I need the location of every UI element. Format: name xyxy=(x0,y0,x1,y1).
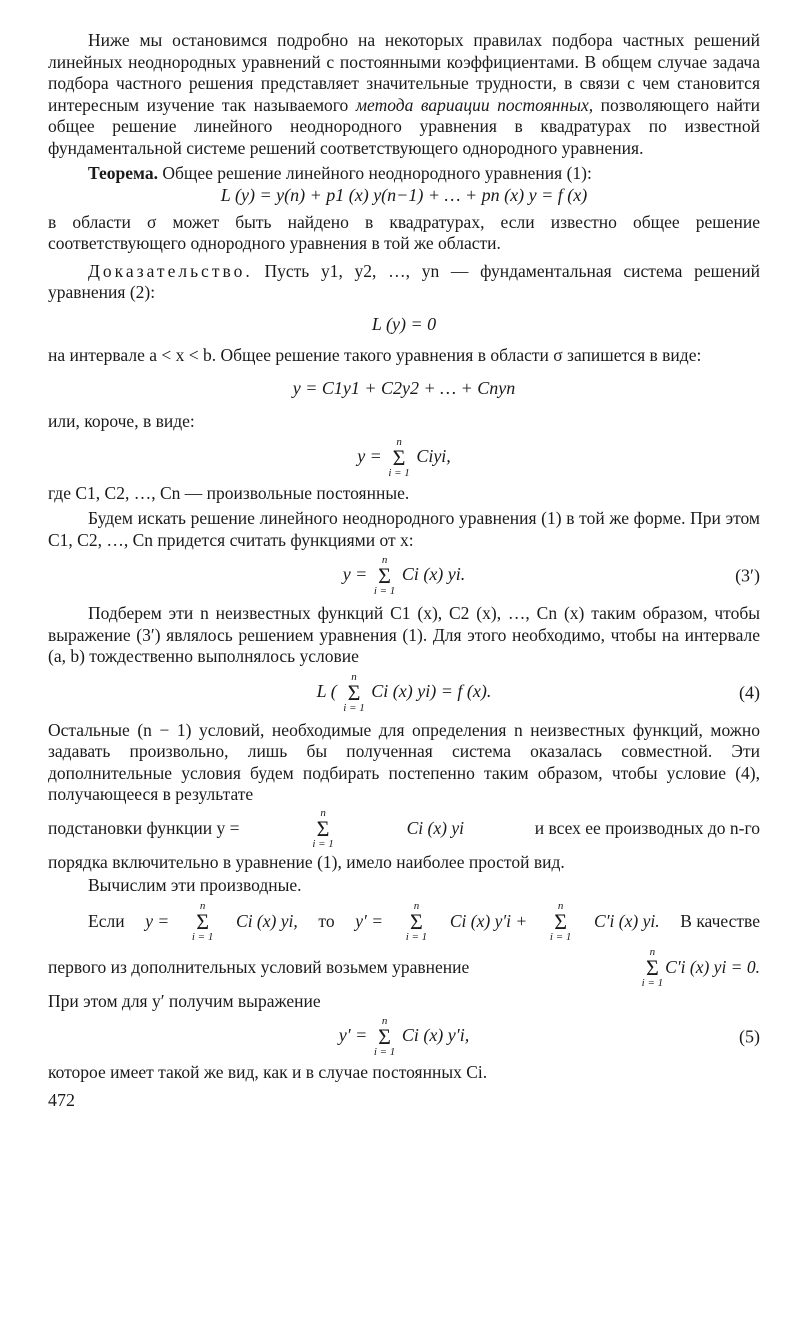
yprime-eq: y′ = xyxy=(355,910,384,931)
sum-top: n xyxy=(396,435,402,448)
derivative-line xyxy=(88,901,760,943)
sum-bottom: i = 1 xyxy=(343,701,365,714)
sum-sigma: Σ xyxy=(196,908,209,934)
subst-end: и всех ее производных до n-го xyxy=(534,817,760,838)
as-word: В качестве xyxy=(680,910,760,931)
constants-text: где C1, C2, …, Cn — произвольные постоянные. xyxy=(48,482,410,503)
eq-general-solution: y = C1y1 + C2y2 + … + Cnyn xyxy=(292,378,516,398)
eq-lhs: y = xyxy=(342,564,368,585)
sum-top: n xyxy=(557,899,564,912)
sum-symbol xyxy=(406,901,427,943)
sum-symbol xyxy=(374,1016,395,1058)
sum-top: n xyxy=(413,899,420,912)
sum-bottom: i = 1 xyxy=(549,930,572,943)
eq-rhs: Ciyi, xyxy=(416,445,451,466)
sum-symbol xyxy=(343,672,364,714)
substitution-line xyxy=(48,808,760,850)
sum-bottom: i = 1 xyxy=(388,466,410,479)
then-word: то xyxy=(318,910,335,931)
eq-rhs: Ci (x) yi) = f (x). xyxy=(371,680,492,701)
eq-rhs: Ci (x) yi. xyxy=(401,564,466,585)
first-condition-line xyxy=(48,947,760,989)
sum-top: n xyxy=(649,945,656,958)
eq-5 xyxy=(48,1016,760,1058)
eq-lhs: y = xyxy=(357,445,382,466)
rest-text-end: порядка включительно в уравнение (1), имело наиболее простой вид. xyxy=(48,851,565,872)
method-name: метода вариации постоянных, xyxy=(355,94,594,115)
sum-symbol xyxy=(374,555,395,597)
subst-term: Ci (x) yi xyxy=(406,817,464,838)
equation-number: (4) xyxy=(739,682,760,702)
eq-4 xyxy=(48,672,760,714)
theorem-text: Общее решение линейного неоднородного уравнения (1): xyxy=(162,163,592,183)
sum-sigma: Σ xyxy=(347,679,361,705)
theorem-statement xyxy=(48,163,760,185)
eq-homogeneous: L (y) = 0 xyxy=(371,313,437,334)
sum-sigma: Σ xyxy=(554,908,568,934)
yprime-term1: Ci (x) y′i + xyxy=(449,910,528,931)
sum-sigma: Σ xyxy=(378,1024,391,1049)
eq-3prime xyxy=(48,555,760,597)
sum-symbol xyxy=(388,437,409,479)
sum-bottom: i = 1 xyxy=(312,837,334,850)
y-rhs: Ci (x) yi, xyxy=(236,910,298,931)
sum-top: n xyxy=(351,670,357,683)
sum-bottom: i = 1 xyxy=(373,1046,396,1058)
sum-symbol xyxy=(550,901,571,943)
page-number: 472 xyxy=(48,1089,75,1110)
proof-text: Пусть y1, y2, …, yn — фундаментальная система решений уравнения (2): xyxy=(48,260,760,302)
then-get-text: При этом для y′ получим выражение xyxy=(48,990,321,1011)
sum-symbol xyxy=(192,901,213,943)
sum-symbol xyxy=(642,947,663,989)
subst-start: подстановки функции y = xyxy=(48,817,240,838)
equation-number: (5) xyxy=(739,1026,760,1047)
theorem-after: в области σ может быть найдено в квадратурах, если известно общее решение соответствующего однородного уравнения в той же области. xyxy=(48,211,760,253)
theorem-formula: L (y) = y(n) + p1 (x) y(n−1) + … + pn (x) y = f (x) xyxy=(220,184,588,205)
intro-text: Ниже мы остановимся подробно на некоторых правилах подбора частных решений линейных неоднородных уравнений с постоянными коэффициентами. В общем случае задача подбора частного решения представляет значительные трудности, в связи с чем становится интересным изучение так называемого xyxy=(48,30,760,115)
sum-top: n xyxy=(199,899,206,912)
sum-sigma: Σ xyxy=(645,954,659,980)
shorter-text: или, короче, в виде: xyxy=(48,411,195,431)
sum-bottom: i = 1 xyxy=(191,930,214,943)
intro-paragraph xyxy=(48,30,760,159)
search-text: Будем искать решение линейного неоднородного уравнения (1) в той же форме. При этом C1, C2, …, Cn придется считать функциями от x: xyxy=(48,508,760,550)
if-word: Если xyxy=(88,910,125,931)
eq-lhs: y′ = xyxy=(338,1025,368,1046)
equation-number: (3′) xyxy=(735,565,760,586)
eq-lhs: L ( xyxy=(316,680,337,701)
proof-start xyxy=(48,261,760,304)
intro-text-end: позволяющего найти общее решение линейного неоднородного уравнения в квадратурах по известной фундаментальной системе решений соответствующего однородного уравнения. xyxy=(48,94,761,158)
final-text: которое имеет такой же вид, как и в случае постоянных Ci. xyxy=(48,1062,488,1082)
yprime-term2: C′i (x) yi. xyxy=(594,910,660,931)
sum-top: n xyxy=(381,554,388,566)
sum-sigma: Σ xyxy=(378,563,391,588)
compute-text: Вычислим эти производные. xyxy=(88,875,302,895)
sum-sigma: Σ xyxy=(316,815,330,841)
sum-bottom: i = 1 xyxy=(405,930,428,943)
proof-label: Доказательство. xyxy=(88,260,253,281)
first-condition-text: первого из дополнительных условий возьмем уравнение xyxy=(48,956,470,977)
sum-top: n xyxy=(381,1015,388,1027)
sum-sigma: Σ xyxy=(410,908,423,934)
sum-bottom: i = 1 xyxy=(373,585,396,597)
y-eq: y = xyxy=(145,910,170,931)
sum-sigma: Σ xyxy=(392,444,406,470)
sum-bottom: i = 1 xyxy=(641,976,664,989)
page-content xyxy=(48,30,760,1111)
rest-text: Остальные (n − 1) условий, необходимые для определения n неизвестных функций, можно задавать произвольно, лишь бы полученная система оказалась совместной. Эти дополнительные условия будем подбирать постепенно таким образом, чтобы условие (4), получающееся в результате xyxy=(48,719,760,804)
interval-text: на интервале a < x < b. Общее решение такого уравнения в области σ запишется в виде: xyxy=(48,344,702,365)
choose-text: Подберем эти n неизвестных функций C1 (x), C2 (x), …, Cn (x) таким образом, чтобы выражение (3′) являлось решением уравнения (1). Для этого необходимо, чтобы на интервале (a, b) тождественно выполнялось условие xyxy=(48,603,760,666)
eq-sum-solution xyxy=(48,437,760,479)
eq-rhs: Ci (x) y′i, xyxy=(401,1025,470,1046)
first-condition-eq: C′i (x) yi = 0. xyxy=(665,956,760,977)
sum-symbol xyxy=(312,808,333,850)
sum-top: n xyxy=(320,806,326,819)
theorem-label: Теорема. xyxy=(88,163,158,183)
